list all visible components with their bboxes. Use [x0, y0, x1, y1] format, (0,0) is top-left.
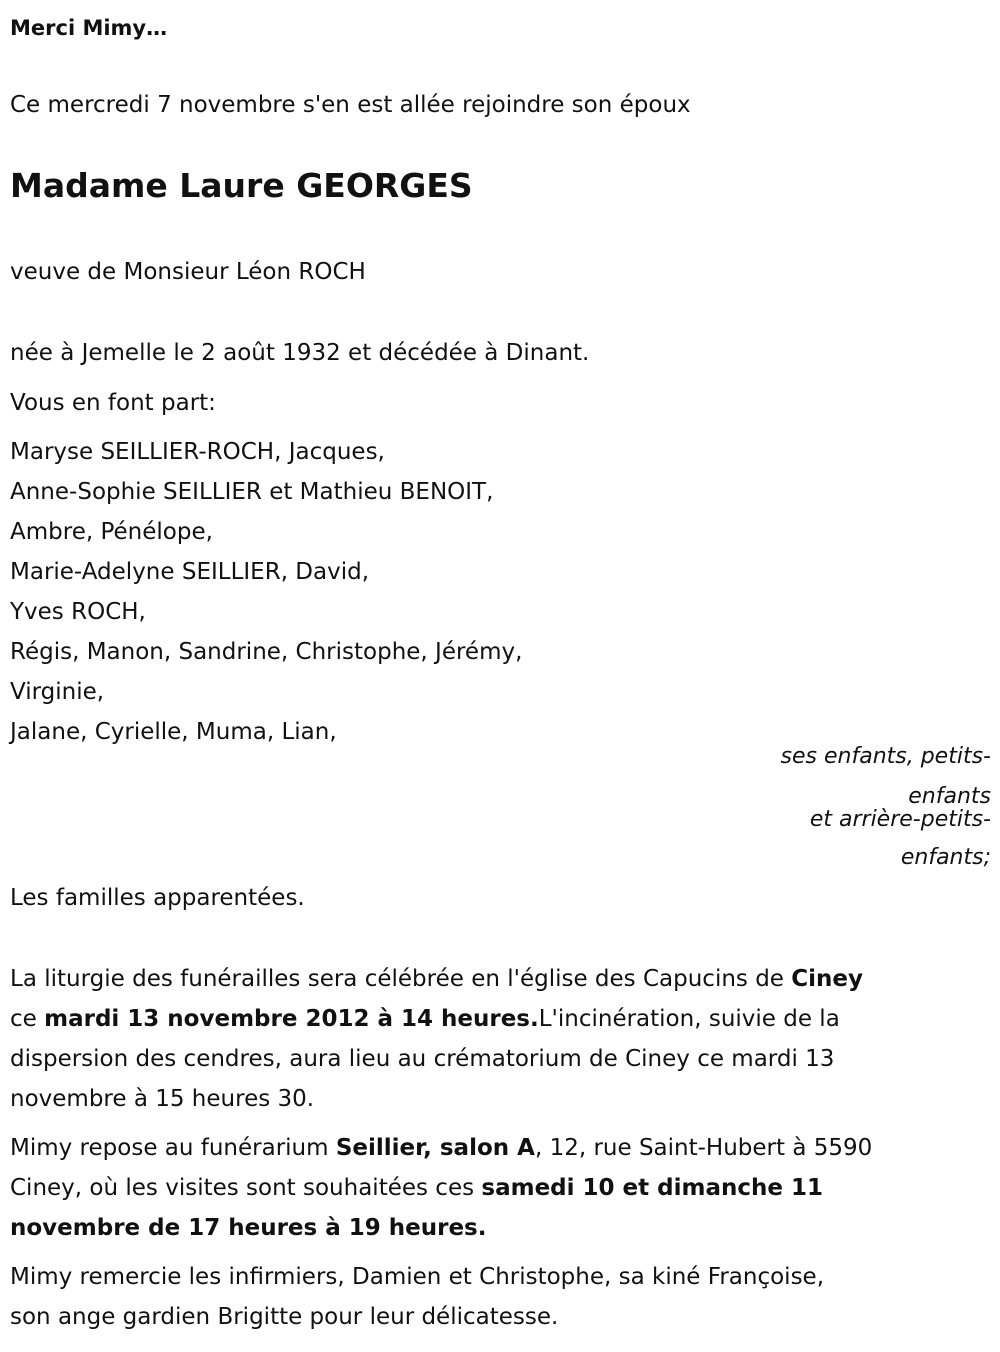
relation-text: et arrière-petits-	[809, 807, 991, 832]
birth-text: née à Jemelle le 2 août 1932 et décédée à Dinant.	[10, 340, 590, 366]
liturgy-line	[10, 1004, 840, 1034]
text: Mimy repose au funérarium	[10, 1135, 336, 1161]
visit-line	[10, 1173, 823, 1203]
family-line: Yves ROCH,	[10, 599, 146, 625]
relation-text: enfants	[908, 784, 991, 809]
place: Ciney	[791, 966, 864, 992]
visit-line: novembre de 17 heures à 19 heures.	[10, 1215, 487, 1241]
family-line: Maryse SEILLIER-ROCH, Jacques,	[10, 439, 385, 465]
text: , 12, rue Saint-Hubert à 5590	[534, 1135, 873, 1161]
date: samedi 10 et dimanche 11	[481, 1175, 823, 1201]
thanks-line: son ange gardien Brigitte pour leur délicatesse.	[10, 1304, 559, 1330]
date: mardi 13 novembre 2012 à 14 heures.	[44, 1006, 539, 1032]
family-line: Virginie,	[10, 679, 105, 705]
family-line: Ambre, Pénélope,	[10, 519, 213, 545]
deceased-name: Madame Laure GEORGES	[10, 166, 473, 205]
relatives-text: Les familles apparentées.	[10, 885, 305, 911]
text: ce	[10, 1006, 45, 1032]
liturgy-line: novembre à 15 heures 30.	[10, 1086, 315, 1112]
text: La liturgie des funérailles sera célébrée en l'église des Capucins de	[10, 966, 792, 992]
relation-text: ses enfants, petits-	[780, 744, 991, 769]
place: Seillier, salon A	[335, 1135, 535, 1161]
relation-text: enfants;	[900, 845, 991, 870]
family-line: Marie-Adelyne SEILLIER, David,	[10, 559, 370, 585]
text: Ciney, où les visites sont souhaitées ces	[10, 1175, 482, 1201]
widow-text: veuve de Monsieur Léon ROCH	[10, 259, 366, 285]
liturgy-line	[10, 964, 863, 994]
thanks-line: Mimy remercie les infirmiers, Damien et Christophe, sa kiné Françoise,	[10, 1264, 825, 1290]
announce-text: Vous en font part:	[10, 390, 216, 416]
header-title: Merci Mimy…	[10, 16, 168, 40]
family-line: Jalane, Cyrielle, Muma, Lian,	[10, 719, 337, 745]
text: L'incinération, suivie de la	[538, 1006, 840, 1032]
intro-text: Ce mercredi 7 novembre s'en est allée rejoindre son époux	[10, 92, 691, 118]
liturgy-line: dispersion des cendres, aura lieu au crématorium de Ciney ce mardi 13	[10, 1046, 835, 1072]
family-line: Anne-Sophie SEILLIER et Mathieu BENOIT,	[10, 479, 494, 505]
family-line: Régis, Manon, Sandrine, Christophe, Jérémy,	[10, 639, 523, 665]
visit-line	[10, 1133, 872, 1163]
